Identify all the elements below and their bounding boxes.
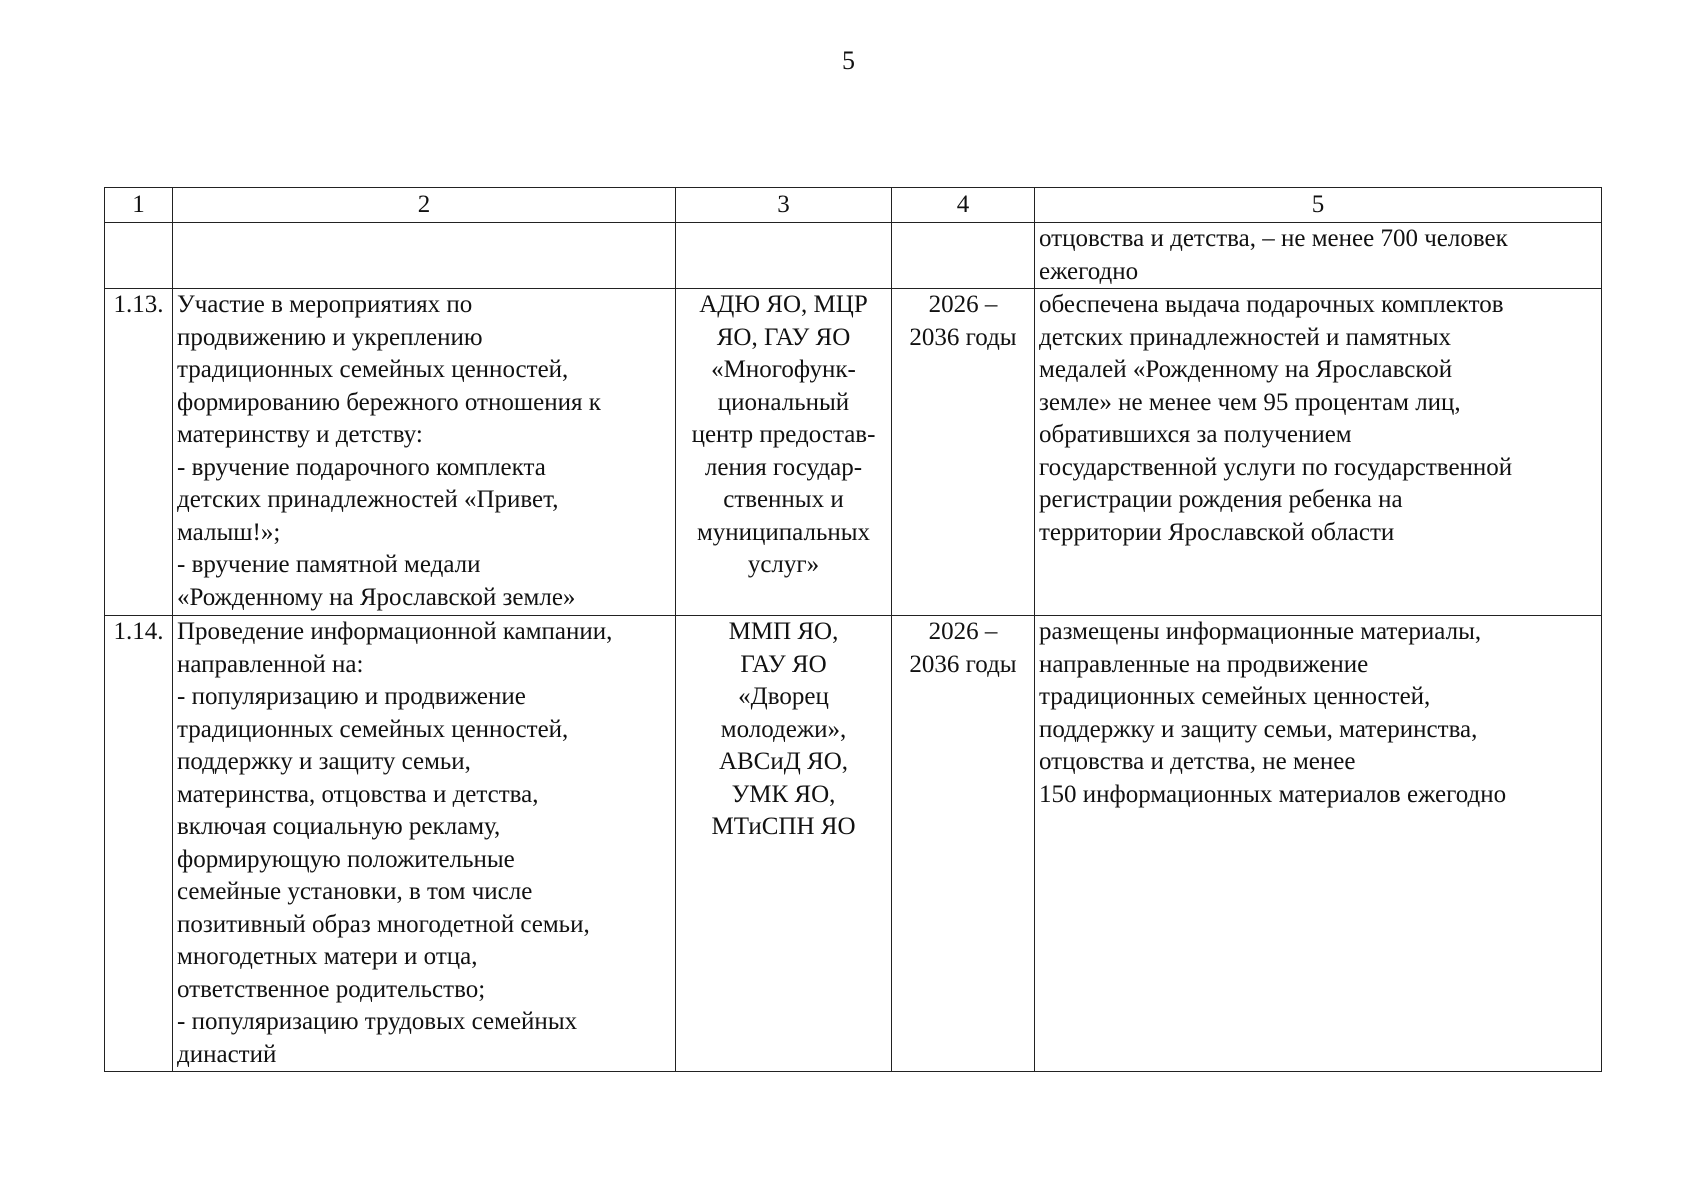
executor-cell (676, 223, 892, 289)
event-line: включая социальную рекламу, (177, 813, 501, 840)
activities-table (104, 187, 1602, 1072)
table-row-continued (105, 223, 1602, 289)
period-cell (892, 289, 1035, 616)
executor-line: «Дворец (738, 683, 829, 710)
executor-line: ственных и (723, 486, 844, 513)
event-line: материнству и детству: (177, 421, 423, 448)
executor-line: центр предостав- (691, 421, 876, 448)
result-line: обратившихся за получением (1039, 421, 1352, 448)
executor-cell (676, 616, 892, 1072)
event-cell (173, 289, 676, 616)
event-line: продвижению и укреплению (177, 323, 483, 351)
header-col-4: 4 (892, 188, 1035, 223)
result-line: направленные на продвижение (1039, 650, 1369, 678)
event-line: семейные установки, в том числе (177, 878, 533, 905)
executor-line: УМК ЯО, (731, 780, 836, 808)
result-line: размещены информационные материалы, (1039, 618, 1482, 645)
header-col-5: 5 (1035, 188, 1602, 223)
executor-line: АДЮ ЯО, МЦР (699, 291, 868, 318)
event-line: позитивный образ многодетной семьи, (177, 910, 590, 938)
period-line: 2036 годы (909, 323, 1017, 351)
event-line: многодетных матери и отца, (177, 943, 478, 970)
row-number: 1.13. (105, 289, 173, 616)
result-line: детских принадлежностей и памятных (1039, 323, 1451, 351)
result-line: 150 информационных материалов ежегодно (1039, 780, 1507, 808)
event-line: «Рожденному на Ярославской земле» (177, 583, 576, 611)
result-cell (1035, 616, 1602, 1072)
result-line: ежегодно (1039, 257, 1139, 285)
event-line: - вручение подарочного комплекта (177, 453, 546, 481)
row-number: 1.14. (105, 616, 173, 1072)
result-line: территории Ярославской области (1039, 518, 1395, 546)
event-line: ответственное родительство; (177, 975, 486, 1003)
table-row-1-14 (105, 616, 1602, 1072)
executor-line: «Многофунк- (711, 356, 856, 383)
executor-line: муниципальных (696, 518, 871, 546)
executor-line: АВСиД ЯО, (718, 748, 849, 775)
header-col-1: 1 (105, 188, 173, 223)
period-cell (892, 616, 1035, 1072)
event-line: Проведение информационной кампании, (177, 618, 613, 645)
executor-cell (676, 289, 892, 616)
result-line: медалей «Рожденному на Ярославской (1039, 356, 1453, 383)
period-line: 2036 годы (909, 650, 1017, 678)
event-line: формированию бережного отношения к (177, 388, 601, 416)
result-cell (1035, 223, 1602, 289)
header-col-2: 2 (173, 188, 676, 223)
result-line: обеспечена выдача подарочных комплектов (1039, 291, 1504, 318)
event-line: династий (177, 1040, 277, 1068)
page-number: 5 (842, 46, 855, 75)
result-line: отцовства и детства, не менее (1039, 748, 1356, 775)
event-line: детских принадлежностей «Привет, (177, 486, 559, 513)
result-line: поддержку и защиту семьи, материнства, (1039, 715, 1478, 743)
event-line: Участие в мероприятиях по (177, 291, 473, 318)
event-cell (173, 616, 676, 1072)
table-row-1-13 (105, 289, 1602, 616)
executor-line: ММП ЯО, (728, 618, 839, 645)
period-line: 2026 – (928, 618, 998, 645)
executor-line: МТиСПН ЯО (711, 813, 856, 840)
event-line: материнства, отцовства и детства, (177, 780, 539, 808)
event-line: направленной на: (177, 650, 364, 678)
period-line: 2026 – (928, 291, 998, 318)
event-line: поддержку и защиту семьи, (177, 748, 471, 775)
period-cell (892, 223, 1035, 289)
row-number (105, 223, 173, 289)
event-line: - популяризацию трудовых семейных (177, 1008, 578, 1035)
executor-line: услуг» (747, 551, 820, 578)
result-line: отцовства и детства, – не менее 700 человек (1039, 225, 1508, 252)
event-line: - популяризацию и продвижение (177, 683, 526, 710)
executor-line: циональный (717, 388, 850, 416)
result-line: государственной услуги по государственной (1039, 453, 1513, 481)
executor-line: ЯО, ГАУ ЯО (716, 323, 851, 351)
result-cell (1035, 289, 1602, 616)
event-line: малыш!»; (177, 518, 281, 546)
executor-line: молодежи», (720, 715, 847, 743)
result-line: регистрации рождения ребенка на (1039, 486, 1403, 513)
event-line: - вручение памятной медали (177, 551, 481, 578)
event-line: формирующую положительные (177, 845, 515, 873)
table-header-row (105, 188, 1602, 223)
event-cell (173, 223, 676, 289)
result-line: земле» не менее чем 95 процентам лиц, (1039, 388, 1461, 416)
event-line: традиционных семейных ценностей, (177, 356, 569, 383)
result-line: традиционных семейных ценностей, (1039, 683, 1431, 710)
executor-line: ления государ- (704, 453, 863, 481)
header-col-3: 3 (676, 188, 892, 223)
executor-line: ГАУ ЯО (740, 650, 827, 678)
event-line: традиционных семейных ценностей, (177, 715, 569, 743)
